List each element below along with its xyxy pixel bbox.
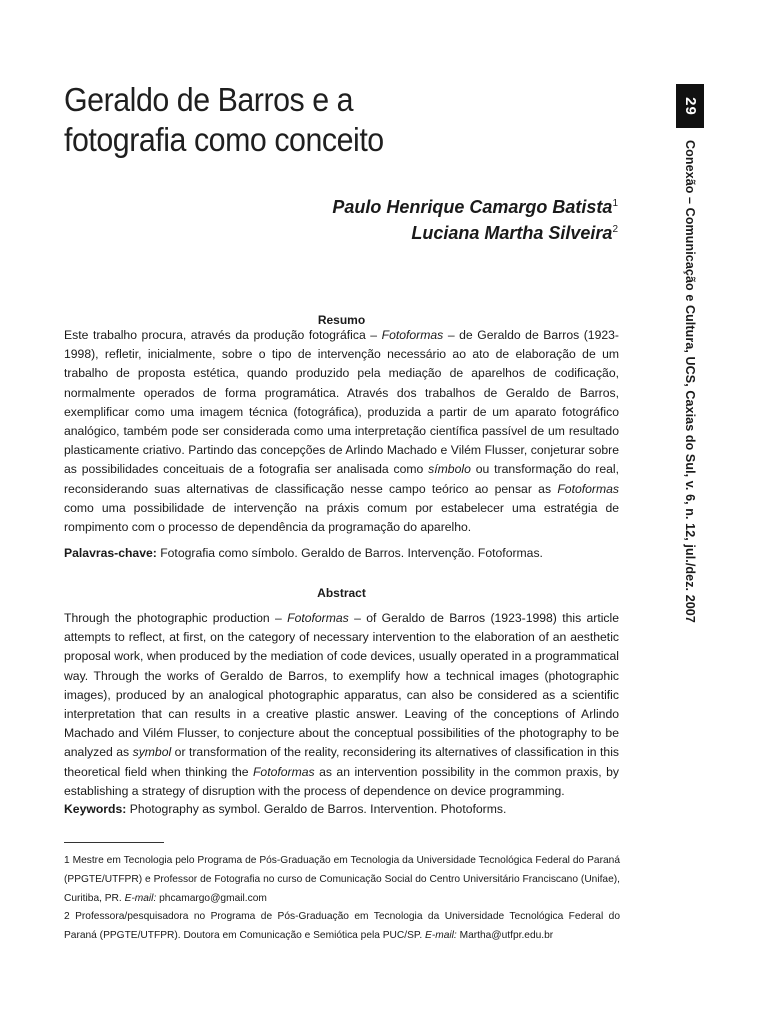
email-link[interactable]: Martha@utfpr.edu.br [456, 930, 554, 941]
journal-citation [677, 140, 703, 650]
title-line-1: Geraldo de Barros e a [64, 81, 354, 118]
author-1 [332, 194, 618, 220]
keywords-text: Photography as symbol. Geraldo de Barros. Intervention. Photoforms. [126, 802, 507, 816]
footnote-divider [64, 842, 164, 843]
author-1-footnote-mark[interactable]: 1 [612, 198, 618, 209]
title-line-2: fotografia como conceito [64, 121, 384, 158]
article-title [64, 80, 579, 160]
author-1-name: Paulo Henrique Camargo Batista [332, 197, 613, 217]
resumo-heading: Resumo [317, 313, 366, 327]
page-number-box [676, 84, 704, 128]
footnote-2: 2 Professora/pesquisadora no Programa de Pós-Graduação em Tecnologia da Universidade Tecnológica Federal do Paraná (PPGTE/UTFPR). Doutora em Comunicação e Semiótica pela PUC/SP. E-mail: Martha@utfpr.edu.br [64, 911, 620, 941]
author-2 [332, 220, 618, 246]
author-2-footnote-mark[interactable]: 2 [612, 224, 618, 235]
keywords-label: Palavras-chave: [64, 546, 157, 560]
author-list [332, 194, 618, 246]
author-2-name: Luciana Martha Silveira [411, 223, 613, 243]
resumo-keywords [64, 544, 619, 562]
keywords-text: Fotografia como símbolo. Geraldo de Barros. Intervenção. Fotoformas. [156, 546, 543, 560]
journal-citation-text: Conexão – Comunicação e Cultura, UCS, Caxias do Sul, v. 6, n. 12, jul./dez. 2007 [683, 140, 697, 623]
footnote-1: 1 Mestre em Tecnologia pelo Programa de Pós-Graduação em Tecnologia da Universidade Tecnológica Federal do Paraná (PPGTE/UTFPR) e Professor de Fotografia no curso de Comunicação Social do Centro Universitário Franciscano (Unifae), Curitiba, PR. E-mail: phcamargo@gmail.com [64, 855, 620, 904]
abstract-body: Through the photographic production – Fotoformas – of Geraldo de Barros (1923-1998) this article attempts to reflect, at first, on the category of necessary intervention to the elaboration of an aesthetic proposal work, when produced by the mediation of code devices, usually operated in a programmatical way. Through the works of Geraldo de Barros, to exemplify how a technical images (photographic images), produced by an analogical photographic apparatus, can also be considered as a scientific interpretation that can results in a creative plastic answer. Leaving of the conceptions of Arlindo Machado and Vilém Flusser, to conjecture about the conceptual possibilities of the photography to be analyzed as symbol or transformation of the reality, reconsidering its alternatives of classification in this theoretical field when thinking the Fotoformas as an intervention possibility in the common praxis, by establishing a strategy of disruption with the process of dependence on device programming. [64, 611, 619, 798]
page-number: 29 [681, 96, 699, 116]
email-link[interactable]: phcamargo@gmail.com [156, 893, 267, 904]
abstract-heading: Abstract [317, 586, 366, 600]
resumo-body: Este trabalho procura, através da produção fotográfica – Fotoformas – de Geraldo de Barros (1923-1998), refletir, inicialmente, sobre o tipo de intervenção necessário ao ato de elaboração de um trabalho de proposta estética, quando produzido pela mediação de aparelhos de codificação, normalmente operados de forma programática. Através dos trabalhos de Geraldo de Barros, exemplificar como uma imagem técnica (fotográfica), produzida a partir de um aparato fotográfico analógico, também pode ser considerada como uma interpretação científica passível de um resultado plasticamente criativo. Partindo das concepções de Arlindo Machado e Vilém Flusser, conjeturar sobre as possibilidades conceituais de a fotografia ser analisada como símbolo ou transformação do real, reconsiderando suas alternativas de classificação nesse campo teórico ao pensar as Fotoformas como uma possibilidade de intervenção na práxis comum por estabelecer uma estratégia de rompimento com o processo de dependência da programação do aparelho. [64, 328, 619, 535]
abstract-keywords [64, 800, 619, 818]
keywords-label: Keywords: [64, 802, 127, 816]
